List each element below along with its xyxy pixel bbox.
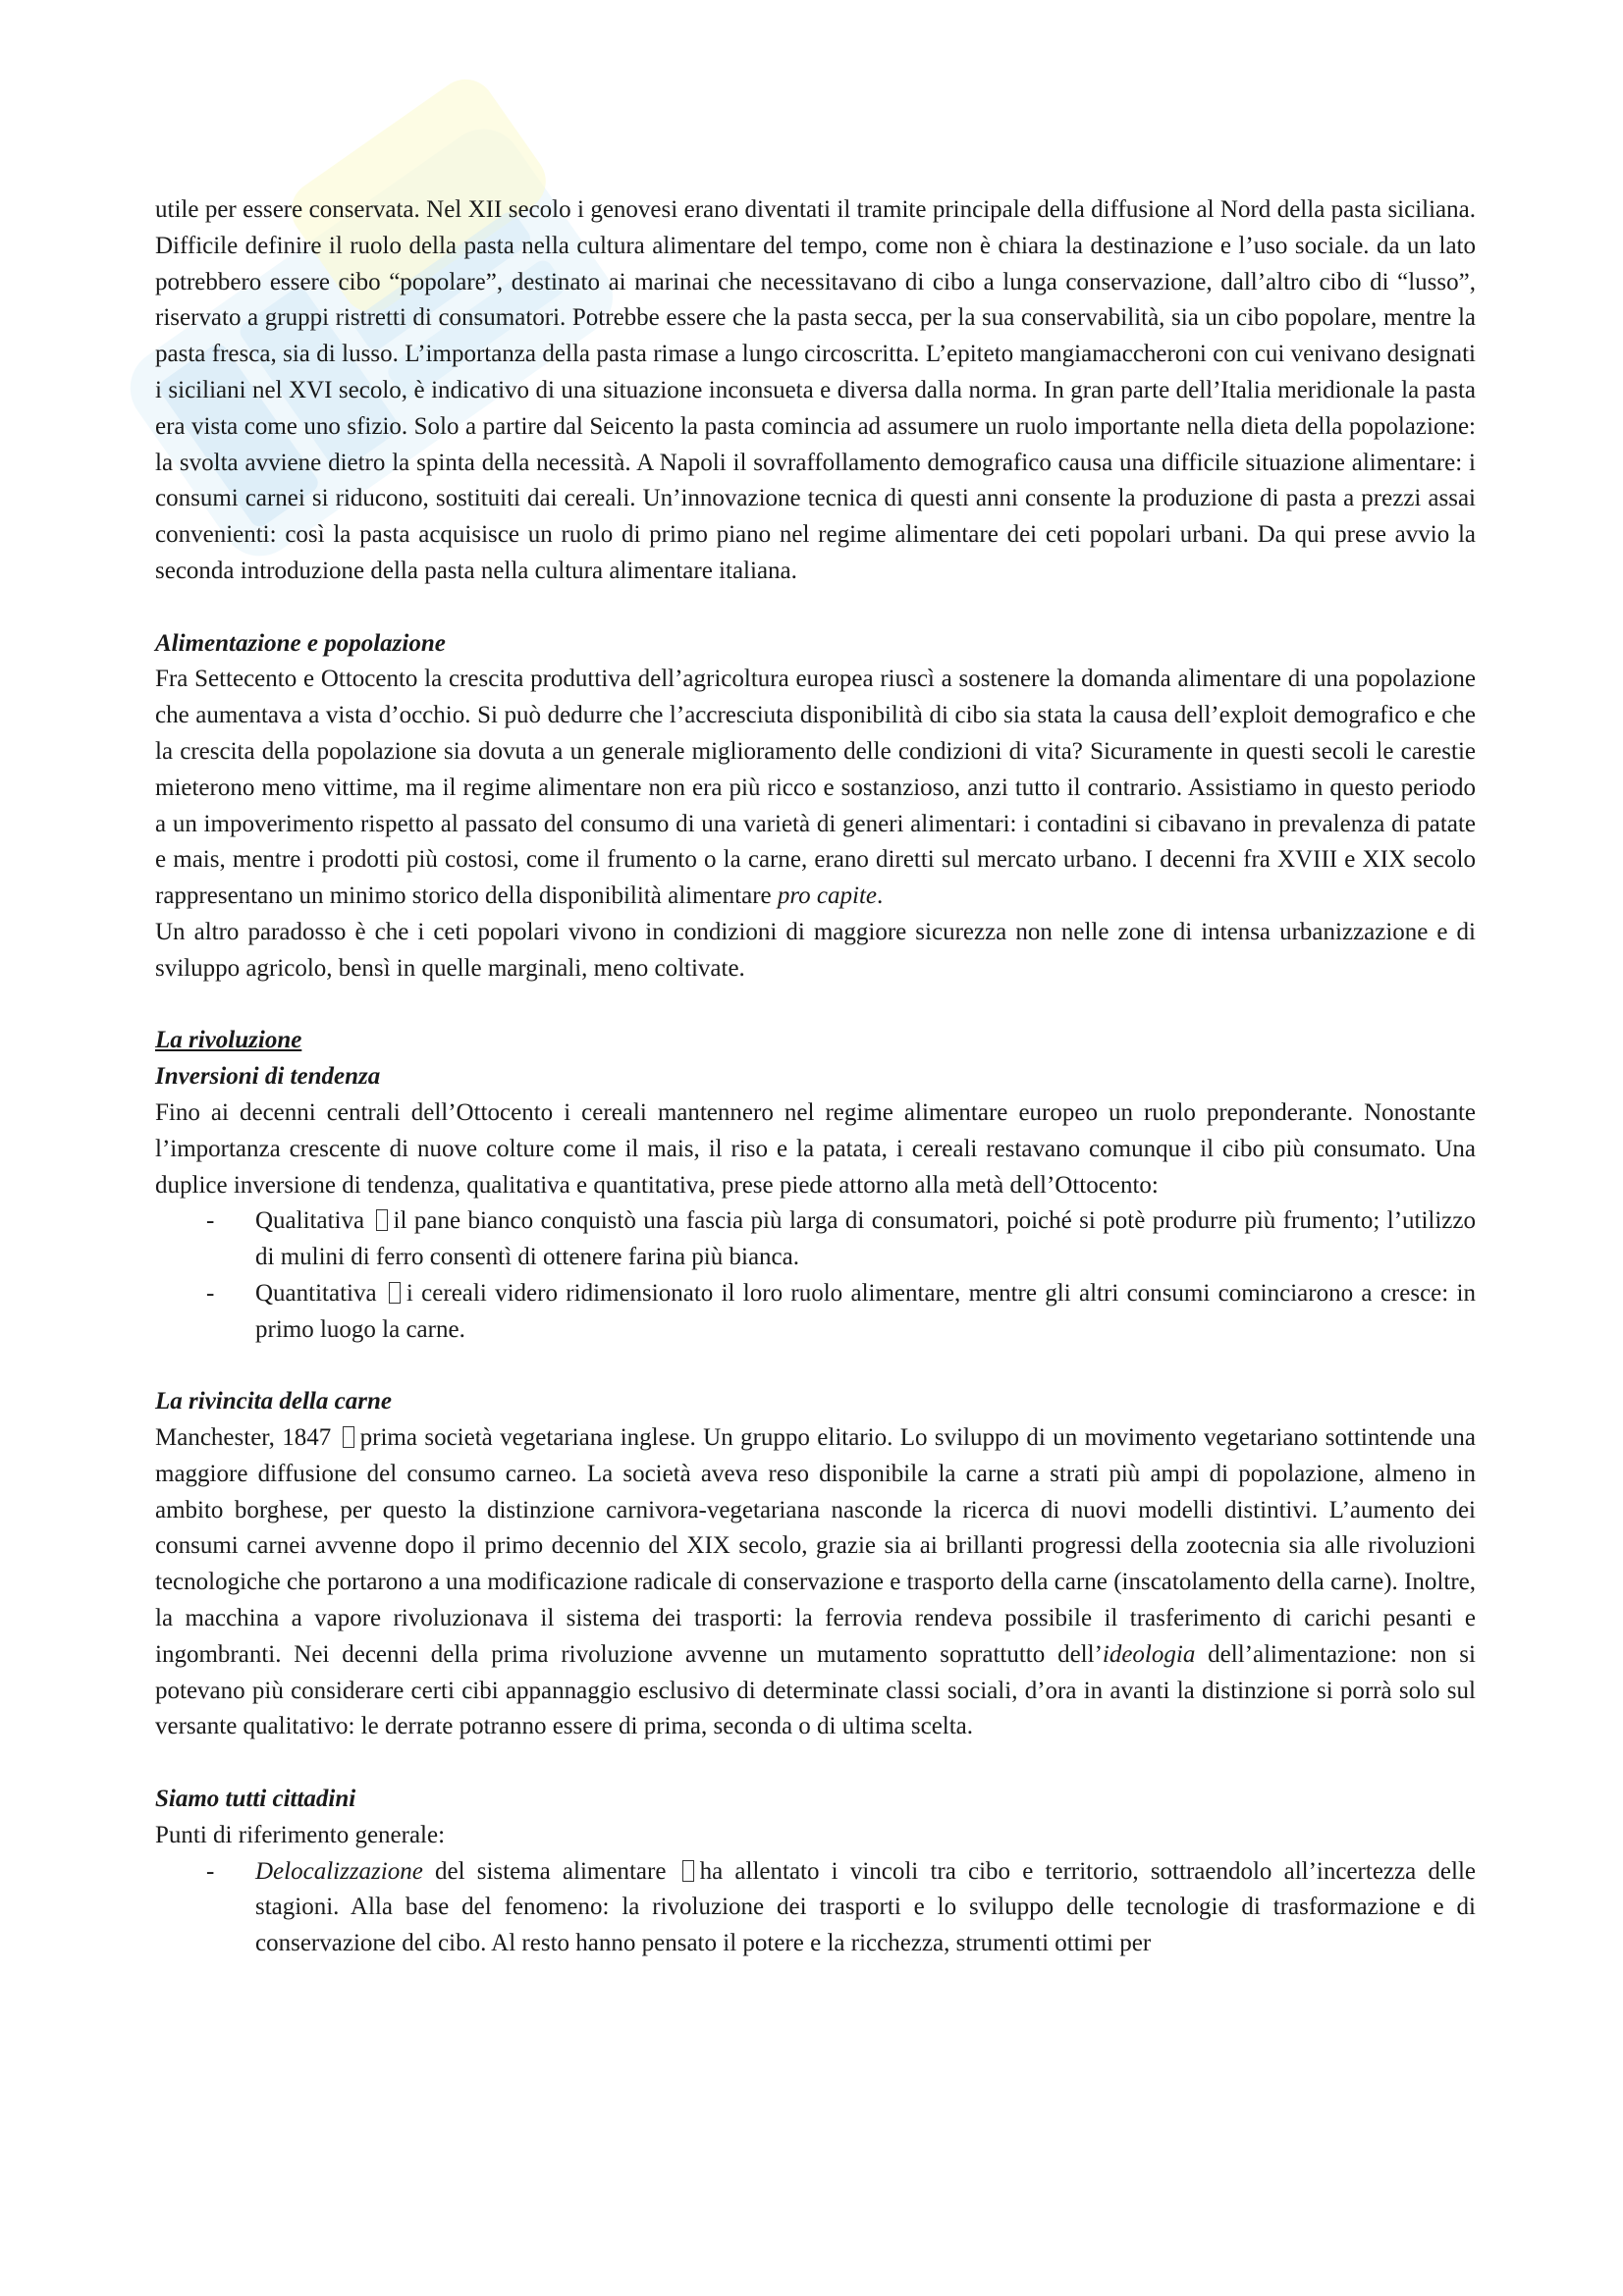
missing-glyph-icon [389,1282,401,1304]
list-item [155,1276,1476,1349]
alimentazione-text: Fra Settecento e Ottocento la crescita produttiva dell’agricoltura europea riuscì a sostenere la domanda alimentare di una popolazione che aumentava a vista d’occhio. Si può dedurre che l’accresciuta disponibilità di cibo sia stata la causa dell’exploit demografico e che la crescita della popolazione sia dovuta a un generale miglioramento delle condizioni di vita? Sicuramente in questi secoli le carestie mieterono meno vittime, ma il regime alimentare non era più ricco e sostanzioso, anzi tutto il contrario. Assistiamo in questo periodo a un impoverimento rispetto al passato del consumo di una varietà di generi alimentari: i contadini si cibavano in prevalenza di patate e mais, mentre i prodotti più costosi, come il frumento o la carne, erano diretti sul mercato urbano. I decenni fra XVIII e XIX secolo rappresentano un minimo storico della disponibilità alimentare [155,666,1476,910]
rivincita-text-a: prima società vegetariana inglese. Un gruppo elitario. Lo sviluppo di un movimento vegetariano sottintende una maggiore diffusione del consumo carneo. La società aveva reso disponibile la carne a strati più ampi di popolazione, almeno in ambito borghese, per questo la distinzione carnivora-vegetariana nasconde la ricerca di nuovi modelli distintivi. L’aumento dei consumi carnei avvenne dopo il primo decennio del XIX secolo, grazie sia ai brillanti progressi della zootecnia sia alle rivoluzioni tecnologiche che portarono a una modificazione radicale di conservazione e trasporto della carne (inscatolamento della carne). Inoltre, la macchina a vapore rivoluzionava il sistema dei trasporti: la ferrovia rendeva possibile il trasferimento di carichi pesanti e ingombranti. Nei decenni della prima rivoluzione avvenne un mutamento soprattutto dell’ [155,1424,1476,1668]
heading-cittadini: Siamo tutti cittadini [155,1786,356,1813]
list-item-text: ha allentato i vincoli tra cibo e territorio, sottraendolo all’incertezza delle stagioni. Alla base del fenomeno: la rivoluzione dei trasporti e lo sviluppo delle tecnologie di trasformazione e di conservazione del cibo. Al resto hanno pensato il potere e la ricchezza, strumenti ottimi per [255,1857,1476,1957]
inversioni-list [155,1203,1476,1348]
list-item [155,1203,1476,1276]
ideologia-text: ideologia [1102,1640,1196,1668]
rivincita-lead: Manchester, 1847 [155,1424,332,1452]
intro-paragraph: utile per essere conservata. Nel XII secolo i genovesi erano diventati il tramite principale della diffusione al Nord della pasta siciliana. Difficile definire il ruolo della pasta nella cultura alimentare del tempo, come non è chiara la destinazione e l’uso sociale. da un lato potrebbero essere cibo “popolare”, destinato ai marinai che necessitavano di cibo a lunga conservazione, dall’altro cibo di “lusso”, riservato a gruppi ristretti di consumatori. Potrebbe essere che la pasta secca, per la sua conservabilità, sia un cibo popolare, mentre la pasta fresca, sia di lusso. L’importanza della pasta rimase a lungo circoscritta. L’epiteto mangiamaccheroni con cui venivano designati i siciliani nel XVI secolo, è indicativo di una situazione inconsueta e diversa dalla norma. In gran parte dell’Italia meridionale la pasta era vista come uno sfizio. Solo a partire dal Seicento la pasta comincia ad assumere un ruolo importante nella dieta della popolazione: la svolta avviene dietro la spinta della necessità. A Napoli il sovraffollamento demografico causa una difficile situazione alimentare: i consumi carnei si riducono, sostituiti dai cereali. Un’innovazione tecnica di questi anni consente la produzione di pasta a prezzi assai convenienti: così la pasta acquisisce un ruolo di primo piano nel regime alimentare dei ceti popolari urbani. Da qui prese avvio la seconda introduzione della pasta nella cultura alimentare italiana. [155,196,1476,584]
list-item-lead: Quantitativa [255,1279,377,1307]
list-item-text: i cereali videro ridimensionato il loro ruolo alimentare, mentre gli altri consumi cominciarono a cresce: in primo luogo la carne. [255,1279,1476,1343]
rivincita-paragraph [155,1420,1476,1745]
alimentazione-paragraph-2: Un altro paradosso è che i ceti popolari vivono in condizioni di maggiore sicurezza non nelle zone di intensa urbanizzazione e di sviluppo agricolo, bensì in quelle marginali, meno coltivate. [155,918,1476,982]
list-item [155,1854,1476,1962]
heading-rivoluzione: La rivoluzione [155,1027,302,1054]
alimentazione-paragraph [155,662,1476,915]
heading-rivincita: La rivincita della carne [155,1388,392,1415]
inversioni-paragraph: Fino ai decenni centrali dell’Ottocento i cereali mantennero nel regime alimentare europeo un ruolo preponderante. Nonostante l’importanza crescente di nuove colture come il mais, il riso e la patata, i cereali restavano comunque il cibo più consumato. Una duplice inversione di tendenza, qualitativa e quantitativa, prese piede attorno alla metà dell’Ottocento: [155,1098,1476,1199]
cittadini-paragraph: Punti di riferimento generale: [155,1821,446,1848]
missing-glyph-icon [343,1426,354,1448]
missing-glyph-icon [682,1860,694,1882]
heading-inversioni: Inversioni di tendenza [155,1063,381,1091]
list-item-text: il pane bianco conquistò una fascia più larga di consumatori, poiché si potè produrre più frumento; l’utilizzo di mulini di ferro consentì di ottenere farina più bianca. [255,1207,1477,1271]
heading-alimentazione: Alimentazione e popolazione [155,629,446,657]
list-item-lead: Qualitativa [255,1207,365,1235]
list-item-mid: del sistema alimentare [422,1857,678,1885]
document-page [155,192,1476,1962]
pro-capite-text: pro capite [777,882,878,910]
alimentazione-end: . [877,882,884,910]
missing-glyph-icon [376,1209,388,1231]
cittadini-list [155,1854,1476,1962]
list-item-lead: Delocalizzazione [255,1857,423,1885]
rivincita-text-b: dell’alimentazione: non si potevano più considerare certi cibi appannaggio esclusivo di determinate classi sociali, d’ora in avanti la distinzione si porrà solo sul versante qualitativo: le derrate potranno essere di prima, seconda o di ultima scelta. [155,1640,1476,1740]
